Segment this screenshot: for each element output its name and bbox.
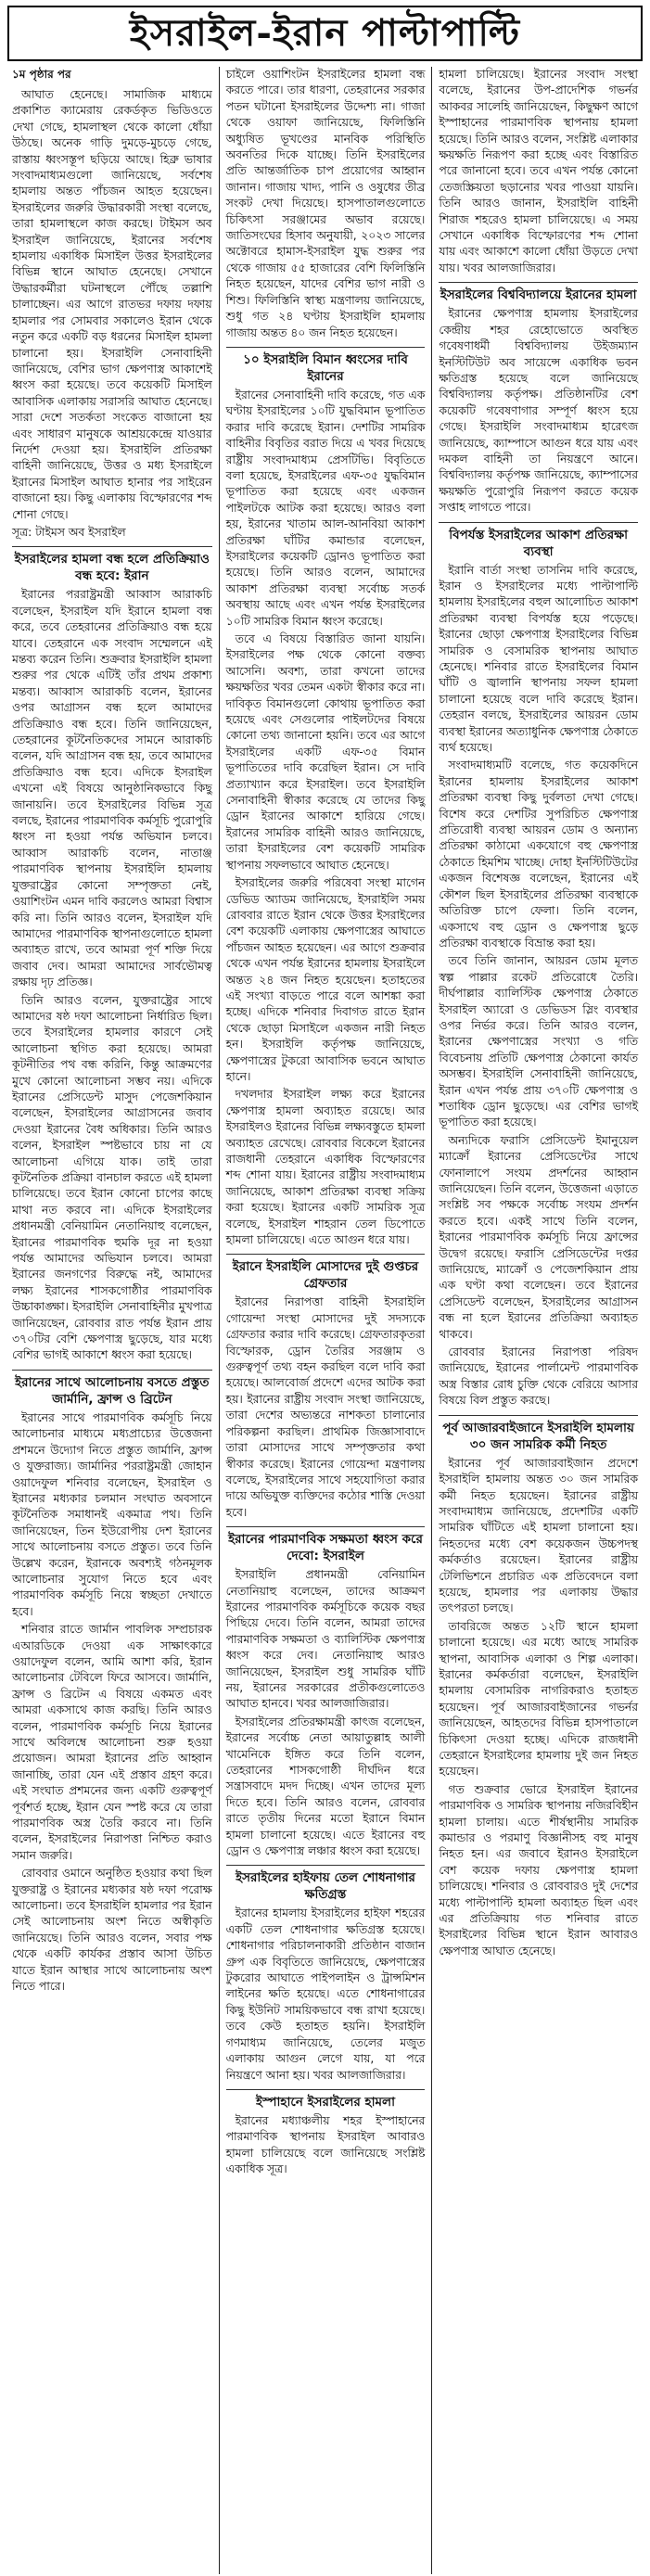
paragraph: ইসরাইলি প্রধানমন্ত্রী বেনিয়ামিন নেতানিয়াহু বলেছেন, তাদের আক্রমণ ইরানের পারমাণবিক কর্মসূচিকে কয়েক বছর পিছিয়ে দেবে। তিনি বলেন, আমরা তাদের পারমাণবিক সক্ষমতা ও ব্যালিস্টিক ক্ষেপণাস্ত্র ধ্বংস করে দেব। নেতানিয়াহু আরও জানিয়েছেন, ইসরাইল শুধু সামরিক ঘাঁটি নয়, ইরানের সরকারের প্রতীকগুলোতেও আঘাত হানবে। খবর আলজাজিরার। [225,1568,426,1711]
paragraph: ইরানের সেনাবাহিনী দাবি করেছে, গত এক ঘণ্টায় ইসরাইলের ১০টি যুদ্ধবিমান ভূপাতিত করার দাবি করেছে ইরান। দেশটির সামরিক বাহিনীর বিবৃতির বরাত দিয়ে এ খবর দিয়েছে রাষ্ট্রীয় সংবাদমাধ্যম প্রেসটিভি। বিবৃতিতে বলা হয়েছে, ইসরাইলের এফ-৩৫ যুদ্ধবিমান ভূপাতিত করা হয়েছে এবং একজন পাইলটকে আটক করা হয়েছে। আরও বলা হয়, ইরানের খাতাম আল-আনবিয়া আকাশ প্রতিরক্ষা ঘাঁটির কমান্ডার বলেছেন, ইসরাইলের কয়েকটি ড্রোনও ভূপাতিত করা হয়েছে। তিনি আরও বলেন, আমাদের আকাশ প্রতিরক্ষা ব্যবস্থা সর্বোচ্চ সতর্ক অবস্থায় আছে এবং এখন পর্যন্ত ইসরাইলের ১০টি সামরিক বিমান ধ্বংস করেছে। [225,388,426,628]
subheading: পূর্ব আজারবাইজানে ইসরাইলি হামলায় ৩০ জন সামরিক কর্মী নিহত [442,1420,634,1452]
column-1 [6,67,219,2574]
paragraph: ইরানের মধ্যাঞ্চলীয় শহর ইস্পাহানের পারমাণবিক স্থাপনায় ইসরাইল আবারও হামলা চালিয়েছে বলে জানিয়েছে সংশ্লিষ্ট একাধিক সূত্র। [225,2113,426,2176]
subheading: ইসরাইলের বিশ্ববিদ্যালয়ে ইরানের হামলা [440,287,637,303]
paragraph: ইসরাইলের জরুরি পরিষেবা সংস্থা মাগেন ডেভিড অ্যাডম জানিয়েছে, ইসরাইলি সময় রোববার রাতে ইরান থেকে উত্তর ইসরাইলের বেশ কয়েকটি এলাকায় ক্ষেপণাস্ত্রের আঘাতে পাঁচজন আহত হয়েছেন। এর আগে শুক্রবার থেকে এখন পর্যন্ত ইরানের হামলায় ইসরাইলে অন্তত ২৪ জন নিহত হয়েছেন। হতাহতের এই সংখ্যা বাড়তে পারে বলে আশঙ্কা করা হচ্ছে। এদিকে শনিবার দিবাগত রাতে ইরান থেকে ছোড়া মিসাইলে একজন নারী নিহত হন। ইসরাইলি কর্তৃপক্ষ জানিয়েছে, ক্ষেপণাস্ত্রের টুকরো আবাসিক ভবনে আঘাত হানে। [225,876,426,1083]
paragraph: ইরানের সাথে পারমাণবিক কর্মসূচি নিয়ে আলোচনার মাধ্যমে মধ্যপ্রাচ্যের উত্তেজনা প্রশমনে উদ্যোগ নিতে প্রস্তুত জার্মানি, ফ্রান্স ও যুক্তরাজ্য। জার্মানির পররাষ্ট্রমন্ত্রী জোহান ওয়াদেফুল শনিবার বলেছেন, ইসরাইল ও ইরানের মধ্যকার চলমান সংঘাত অবসানে কূটনৈতিক সমাধানই একমাত্র পথ। তিনি জানিয়েছেন, তিন ইউরোপীয় দেশ ইরানের সাথে আলোচনায় বসতে প্রস্তুত। তবে তিনি উল্লেখ করেন, ইরানকে অবশ্যই গঠনমূলক আলোচনার সুযোগ নিতে হবে এবং পারমাণবিক কর্মসূচি নিয়ে স্বচ্ছতা দেখাতে হবে। [12,1410,212,1618]
paragraph: শনিবার রাতে জার্মান পাবলিক সম্প্রচারক এআরডিকে দেওয়া এক সাক্ষাৎকারে ওয়াদেফুল বলেন, আমি আশা করি, ইরান আলোচনার টেবিলে ফিরে আসবে। জার্মানি, ফ্রান্স ও ব্রিটেন এ বিষয়ে একমত এবং আমরা একসাথে কাজ করছি। তিনি আরও বলেন, পারমাণবিক কর্মসূচি নিয়ে ইরানের সাথে অবিলম্বে আলোচনা শুরু হওয়া প্রয়োজন। আমরা ইরানের প্রতি আহ্বান জানাচ্ছি, তারা যেন এই প্রস্তাব গ্রহণ করে। এই সংঘাত প্রশমনের জন্য একটি গুরুত্বপূর্ণ পূর্বশর্ত হচ্ছে, ইরান যেন স্পষ্ট করে যে তারা পারমাণবিক অস্ত্র তৈরি করবে না। তিনি বলেন, ইসরাইলের নিরাপত্তা নিশ্চিত করাও সমান জরুরি। [12,1623,212,1862]
column-2 [219,67,432,2574]
separator [226,1865,426,1866]
subheading: ইরানের পারমাণবিক সক্ষমতা ধ্বংস করে দেবো: ইসরাইল [228,1532,423,1564]
subheading: ইরানের সাথে আলোচনায় বসতে প্রস্তুত জার্মানি, ফ্রান্স ও ব্রিটেন [15,1374,210,1407]
subheading: ইসরাইলের হামলা বন্ধ হলে প্রতিক্রিয়াও বন্ধ হবে: ইরান [14,552,210,584]
subheading: ইসরাইলের হাইফায় তেল শোধনাগার ক্ষতিগ্রস্ত [236,1870,415,1903]
continued-label: ১ম পৃষ্ঠার পর [12,68,71,81]
paragraph: রোববার ওমানে অনুষ্ঠিত হওয়ার কথা ছিল যুক্তরাষ্ট্র ও ইরানের মধ্যকার ষষ্ঠ দফা পরোক্ষ আলোচনা। তবে ইসরাইলি হামলার পর ইরান সেই আলোচনায় অংশ নিতে অস্বীকৃতি জানিয়েছে। তিনি আরও বলেন, সবার পক্ষ থেকে একটি কার্যকর প্রস্তাব আসা উচিত যাতে ইরান আস্থার সাথে আলোচনায় অংশ নিতে পারে। [12,1867,212,1994]
paragraph: অন্যদিকে ফরাসি প্রেসিডেন্ট ইমানুয়েল ম্যাক্রোঁ ইরানের প্রেসিডেন্টের সাথে ফোনালাপে সংযম প্রদর্শনের আহ্বান জানিয়েছেন। তিনি বলেন, উত্তেজনা এড়াতে সংশ্লিষ্ট সব পক্ষকে সর্বোচ্চ সংযম প্রদর্শন করতে হবে। একই সাথে তিনি বলেন, ইরানের পারমাণবিক কর্মসূচি নিয়ে ফ্রান্সের উদ্বেগ রয়েছে। ফরাসি প্রেসিডেন্টের দপ্তর জানিয়েছে, ম্যাক্রোঁ ও পেজেশকিয়ান প্রায় এক ঘণ্টা কথা বলেছেন। তবে ইরানের প্রেসিডেন্ট বলেছেন, ইসরাইলের আগ্রাসন বন্ধ না হলে ইরানের প্রতিক্রিয়া অব্যাহত থাকবে। [439,1133,638,1341]
separator [226,2089,426,2090]
headline: ইসরাইল-ইরান পাল্টাপাল্টি [129,11,521,55]
separator [439,522,638,523]
separator [439,1415,638,1416]
subheading: ইরানে ইসরাইলি মোসাদের দুই গুপ্তচর গ্রেফতার [232,1259,419,1292]
paragraph: ইরানের হামলায় ইসরাইলের হাইফা শহরের একটি তেল শোধনাগার ক্ষতিগ্রস্ত হয়েছে। শোধনাগার পরিচালনাকারী প্রতিষ্ঠান বাজান গ্রুপ এক বিবৃতিতে জানিয়েছে, ক্ষেপণাস্ত্রের টুকরোর আঘাতে পাইপলাইন ও ট্রান্সমিশন লাইনের ক্ষতি হয়েছে। এতে শোধনাগারের কিছু ইউনিট সাময়িকভাবে বন্ধ রাখা হয়েছে। তবে কেউ হতাহত হয়নি। ইসরাইলি গণমাধ্যম জানিয়েছে, তেলের মজুত এলাকায় আগুন লেগে যায়, যা পরে নিয়ন্ত্রণে আনা হয়। খবর আলজাজিরার। [225,1906,426,2082]
paragraph: তবে তিনি জানান, আয়রন ডোম মূলত স্বল্প পাল্লার রকেট প্রতিরোধে তৈরি। দীর্ঘপাল্লার ব্যালিস্টিক ক্ষেপণাস্ত্র ঠেকাতে ইসরাইল অ্যারো ও ডেভিডস স্লিং ব্যবস্থার ওপর নির্ভর করে। তিনি আরও বলেন, ইরানের ক্ষেপণাস্ত্রের সংখ্যা ও গতি বিবেচনায় প্রতিটি ক্ষেপণাস্ত্র ঠেকানো কার্যত অসম্ভব। ইসরাইলি সেনাবাহিনী জানিয়েছে, ইরান এখন পর্যন্ত প্রায় ৩৭০টি ক্ষেপণাস্ত্র ও শতাধিক ড্রোন ছুড়েছে। এর বেশির ভাগই ভূপাতিত করা হয়েছে। [439,954,638,1129]
paragraph: ইরানি বার্তা সংস্থা তাসনিম দাবি করেছে, ইরান ও ইসরাইলের মধ্যে পাল্টাপাল্টি হামলায় ইসরাইলের বহুল আলোচিত আকাশ প্রতিরক্ষা ব্যবস্থা বিপর্যস্ত হয়ে পড়েছে। ইরানের ছোড়া ক্ষেপণাস্ত্র ইসরাইলের বিভিন্ন সামরিক ও বেসামরিক স্থাপনায় আঘাত হেনেছে। শনিবার রাতে ইসরাইলের বিমান ঘাঁটি ও জ্বালানি স্থাপনায় সফল হামলা চালানো হয়েছে বলে দাবি করেছে ইরান। তেহরান বলছে, ইসরাইলের আয়রন ডোম ব্যবস্থা ইরানের অত্যাধুনিক ক্ষেপণাস্ত্র ঠেকাতে ব্যর্থ হয়েছে। [439,563,638,755]
subheading: ১০ ইসরাইলি বিমান ধ্বংসের দাবি ইরানের [243,351,408,384]
paragraph: রোববার ইরানের নিরাপত্তা পরিষদ জানিয়েছে, ইরানের পার্লামেন্ট পারমাণবিক অস্ত্র বিস্তার রোধ চুক্তি থেকে বেরিয়ে আসার বিষয়ে বিল প্রস্তুত করছে। [439,1345,638,1408]
paragraph: আঘাত হেনেছে। সামাজিক মাধ্যমে প্রকাশিত ক্যামেরায় রেকর্ডকৃত ভিডিওতে দেখা গেছে, হামলাস্থল থেকে কালো ধোঁয়া উঠছে। অনেক গাড়ি দুমড়ে-মুচড়ে গেছে, রাস্তায় ধ্বংসস্তূপ ছড়িয়ে আছে। হিব্রু ভাষার সংবাদমাধ্যমগুলো জানিয়েছে, সর্বশেষ হামলায় অন্তত পাঁচজন আহত হয়েছেন। ইসরাইলের জরুরি উদ্ধারকারী সংস্থা বলেছে, তারা হামলাস্থলে কাজ করছে। টাইমস অব ইসরাইল জানিয়েছে, ইরানের সর্বশেষ হামলায় একাধিক মিসাইল উত্তর ইসরাইলের বিভিন্ন স্থানে আঘাত হেনেছে। সেখানে উদ্ধারকর্মীরা ঘটনাস্থলে পৌঁছে তল্লাশি চালাচ্ছেন। এর আগে রাতভর দফায় দফায় হামলার পর সোমবার সকালেও ইরান থেকে নতুন করে একটি বড় ধরনের মিসাইল হামলা চালানো হয়। ইসরাইলি সেনাবাহিনী জানিয়েছে, বেশির ভাগ ক্ষেপণাস্ত্র আকাশেই ধ্বংস করা হয়েছে। তবে কয়েকটি মিসাইল আবাসিক এলাকায় সরাসরি আঘাত হেনেছে। সারা দেশে সতর্কতা সংকেত বাজানো হয় এবং সাধারণ মানুষকে আশ্রয়কেন্দ্রে যাওয়ার নির্দেশ দেওয়া হয়। ইসরাইলি প্রতিরক্ষা বাহিনী জানিয়েছে, উত্তর ও মধ্য ইসরাইলে ইরানের মিসাইল আঘাত হানার পর সাইরেন বাজানো হয়। কিছু এলাকায় বিস্ফোরণের শব্দ শোনা গেছে। [12,88,212,521]
source-line: সূত্র: টাইমস অব ইসরাইল [12,525,126,539]
column-3 [431,67,644,2574]
paragraph: ইসরাইলের প্রতিরক্ষামন্ত্রী কাৎজ বলেছেন, ইরানের সর্বোচ্চ নেতা আয়াতুল্লাহ আলী খামেনিকে ইঙ্গিত করে তিনি বলেন, তেহরানের শাসকগোষ্ঠী দীর্ঘদিন ধরে সন্ত্রাসবাদে মদদ দিচ্ছে। এখন তাদের মূল্য দিতে হবে। তিনি আরও বলেন, রোববার রাতে তৃতীয় দিনের মতো ইরানে বিমান হামলা চালানো হয়েছে। এতে ইরানের বহু ড্রোন ও ক্ষেপণাস্ত্র লঞ্চার ধ্বংস করা হয়েছে। [225,1715,426,1858]
paragraph: ইরানের পূর্ব আজারবাইজান প্রদেশে ইসরাইলি হামলায় অন্তত ৩০ জন সামরিক কর্মী নিহত হয়েছেন। ইরানের রাষ্ট্রীয় সংবাদমাধ্যম জানিয়েছে, প্রদেশটির একটি সামরিক ঘাঁটিতে এই হামলা চালানো হয়। নিহতদের মধ্যে বেশ কয়েকজন উচ্চপদস্থ কর্মকর্তাও রয়েছেন। ইরানের রাষ্ট্রীয় টেলিভিশনে প্রচারিত এক প্রতিবেদনে বলা হয়েছে, হামলার পর এলাকায় উদ্ধার তৎপরতা চলছে। [439,1456,638,1615]
paragraph: দখলদার ইসরাইল লক্ষ্য করে ইরানের ক্ষেপণাস্ত্র হামলা অব্যাহত রয়েছে। আর ইসরাইলও ইরানের বিভিন্ন লক্ষ্যবস্তুতে হামলা অব্যাহত রেখেছে। রোববার বিকেলে ইরানের রাজধানী তেহরানে একাধিক বিস্ফোরণের শব্দ শোনা যায়। ইরানের রাষ্ট্রীয় সংবাদমাধ্যম জানিয়েছে, আকাশ প্রতিরক্ষা ব্যবস্থা সক্রিয় করা হয়েছে। ইরানের একটি সামরিক সূত্র বলেছে, ইসরাইল শাহরান তেল ডিপোতে হামলা চালিয়েছে। এতে আগুন ধরে যায়। [225,1088,426,1247]
paragraph: ইরানের ক্ষেপণাস্ত্র হামলায় ইসরাইলের কেন্দ্রীয় শহর রেহোভোতে অবস্থিত গবেষণাধর্মী বিশ্ববিদ্যালয় উইজম্যান ইনস্টিটিউট অব সায়েন্সে একাধিক ভবন ক্ষতিগ্রস্ত হয়েছে বলে জানিয়েছে বিশ্ববিদ্যালয় কর্তৃপক্ষ। প্রতিষ্ঠানটির বেশ কয়েকটি গবেষণাগার সম্পূর্ণ ধ্বংস হয়ে গেছে। ইসরাইলি সংবাদমাধ্যম হারেৎজ জানিয়েছে, ক্যাম্পাসে আগুন ধরে যায় এবং দমকল বাহিনী তা নিয়ন্ত্রণে আনে। বিশ্ববিদ্যালয় কর্তৃপক্ষ জানিয়েছে, ক্যাম্পাসের ক্ষয়ক্ষতি পুরোপুরি নিরূপণ করতে কয়েক সপ্তাহ লাগতে পারে। [439,307,638,515]
paragraph: হামলা চালিয়েছে। ইরানের সংবাদ সংস্থা বলেছে, ইরানের উপ-প্রাদেশিক গভর্নর আকবর সালেহি জানিয়েছেন, কিছুক্ষণ আগে ইস্পাহানের পারমাণবিক স্থাপনায় হামলা হয়েছে। তিনি আরও বলেন, সংশ্লিষ্ট এলাকার ক্ষয়ক্ষতি নিরূপণ করা হচ্ছে এবং বিস্তারিত পরে জানানো হবে। তবে এখন পর্যন্ত কোনো তেজস্ক্রিয়তা ছড়ানোর খবর পাওয়া যায়নি। তিনি আরও জানান, ইসরাইলি বাহিনী শিরাজ শহরেও হামলা চালিয়েছে। এ সময় সেখানে একাধিক বিস্ফোরণের শব্দ শোনা যায় এবং আকাশে কালো ধোঁয়া উড়তে দেখা যায়। খবর আলজাজিরার। [439,68,638,274]
paragraph: ইরানের নিরাপত্তা বাহিনী ইসরাইলি গোয়েন্দা সংস্থা মোসাদের দুই সদস্যকে গ্রেফতার করার দাবি করেছে। গ্রেফতারকৃতরা বিস্ফোরক, ড্রোন তৈরির সরঞ্জাম ও গুরুত্বপূর্ণ তথ্য বহন করছিল বলে দাবি করা হয়েছে। আলবোর্জ প্রদেশে এদের আটক করা হয়। ইরানের রাষ্ট্রীয় সংবাদ সংস্থা জানিয়েছে, তারা দেশের অভ্যন্তরে নাশকতা চালানোর পরিকল্পনা করছিল। প্রাথমিক জিজ্ঞাসাবাদে তারা মোসাদের সাথে সম্পৃক্ততার কথা স্বীকার করেছে। ইরানের গোয়েন্দা মন্ত্রণালয় বলেছে, ইসরাইলের সাথে সহযোগিতা করার দায়ে অভিযুক্ত ব্যক্তিদের কঠোর শাস্তি দেওয়া হবে। [225,1295,426,1519]
article-columns [6,67,644,2574]
paragraph: ইরানের পররাষ্ট্রমন্ত্রী আব্বাস আরাকচি বলেছেন, ইসরাইল যদি ইরানে হামলা বন্ধ করে, তবে তেহরানের প্রতিক্রিয়াও বন্ধ হয়ে যাবে। তেহরানে এক সংবাদ সম্মেলনে এই মন্তব্য করেন তিনি। শুক্রবার ইসরাইলি হামলা শুরুর পর থেকে এটিই তাঁর প্রথম প্রকাশ্য মন্তব্য। আব্বাস আরাকচি বলেন, ইরানের ওপর আগ্রাসন বন্ধ হলে আমাদের প্রতিক্রিয়াও বন্ধ হবে। তিনি জানিয়েছেন, তেহরানের কূটনৈতিকদের সামনে আরাকচি বলেন, যদি আগ্রাসন বন্ধ হয়, তবে আমাদের প্রতিক্রিয়াও বন্ধ হবে। এদিকে ইসরাইল এখনো এই বিষয়ে আনুষ্ঠানিকভাবে কিছু জানায়নি। তবে ইসরাইলের বিভিন্ন সূত্র বলছে, ইরানের পারমাণবিক কর্মসূচি পুরোপুরি ধ্বংস না হওয়া পর্যন্ত অভিযান চলবে। আব্বাস আরাকচি বলেন, নাতাঞ্জ পারমাণবিক স্থাপনায় ইসরাইলি হামলায় যুক্তরাষ্ট্রের কোনো সম্পৃক্ততা নেই, ওয়াশিংটন এমন দাবি করলেও আমরা বিশ্বাস করি না। তিনি আরও বলেন, ইসরাইল যদি আমাদের পারমাণবিক স্থাপনাগুলোতে হামলা অব্যাহত রাখে, তবে আমরা পূর্ণ শক্তি দিয়ে জবাব দেব। আমরা আমাদের সার্বভৌমত্ব রক্ষায় দৃঢ় প্রতিজ্ঞ। [12,588,212,989]
paragraph: সংবাদমাধ্যমটি বলেছে, গত কয়েকদিনে ইরানের হামলায় ইসরাইলের আকাশ প্রতিরক্ষা ব্যবস্থা কিছু দুর্বলতা দেখা গেছে। বিশেষ করে দেশটির সুপরিচিত ক্ষেপণাস্ত্র প্রতিরোধী ব্যবস্থা আয়রন ডোম ও অন্যান্য প্রতিরক্ষা কাঠামো একযোগে বহু ক্ষেপণাস্ত্র ঠেকাতে হিমশিম খাচ্ছে। দোহা ইনস্টিটিউটের একজন বিশেষজ্ঞ বলেছেন, ইরানের এই কৌশল ছিল ইসরাইলের প্রতিরক্ষা ব্যবস্থাকে অতিরিক্ত চাপে ফেলা। তিনি বলেন, একসাথে বহু ড্রোন ও ক্ষেপণাস্ত্র ছুড়ে প্রতিরক্ষা ব্যবস্থাকে বিভ্রান্ত করা হয়। [439,759,638,950]
separator [439,282,638,283]
paragraph: তাবরিজে অন্তত ১২টি স্থানে হামলা চালানো হয়েছে। এর মধ্যে আছে সামরিক স্থাপনা, আবাসিক এলাকা ও শিল্প এলাকা। ইরানের কর্মকর্তারা বলেছেন, ইসরাইলি হামলায় বেসামরিক নাগরিকরাও হতাহত হয়েছেন। পূর্ব আজারবাইজানের গভর্নর জানিয়েছেন, আহতদের বিভিন্ন হাসপাতালে চিকিৎসা দেওয়া হচ্ছে। এদিকে রাজধানী তেহরানে ইসরাইলের হামলায় দুই জন নিহত হয়েছেন। [439,1619,638,1779]
paragraph: গত শুক্রবার ভোরে ইসরাইল ইরানের পারমাণবিক ও সামরিক স্থাপনায় নজিরবিহীন হামলা চালায়। এতে শীর্ষস্থানীয় সামরিক কমান্ডার ও পরমাণু বিজ্ঞানীসহ বহু মানুষ নিহত হন। এর জবাবে ইরানও ইসরাইলে বেশ কয়েক দফায় ক্ষেপণাস্ত্র হামলা চালিয়েছে। শনিবার ও রোববারও দুই দেশের মধ্যে পাল্টাপাল্টি হামলা অব্যাহত ছিল এবং এর প্রতিক্রিয়ায় গত শনিবার রাতে ইসরাইলের বিভিন্ন স্থানে ইরান আবারও ক্ষেপণাস্ত্র আঘাত হেনেছে। [439,1782,638,1958]
separator [226,347,426,348]
subheading: ইস্পাহানে ইসরাইলের হামলা [255,2094,395,2110]
separator [12,1370,212,1371]
separator [12,546,212,547]
paragraph: তবে এ বিষয়ে বিস্তারিত জানা যায়নি। ইসরাইলের পক্ষ থেকে কোনো বক্তব্য আসেনি। অবশ্য, তারা কখনো তাদের ক্ষয়ক্ষতির খবর তেমন একটা স্বীকার করে না। দাবিকৃত বিমানগুলো কোথায় ভূপাতিত করা হয়েছে এবং সেগুলোর পাইলটদের বিষয়ে কোনো তথ্য জানানো হয়নি। তবে এর আগে ইসরাইলের একটি এফ-৩৫ বিমান ভূপাতিতের দাবি করেছিল ইরান। সে দাবি প্রত্যাখ্যান করে ইসরাইল। তবে ইসরাইলি সেনাবাহিনী স্বীকার করেছে যে তাদের কিছু ড্রোন ইরানের আকাশে হারিয়ে গেছে। ইরানের সামরিক বাহিনী আরও জানিয়েছে, তারা ইসরাইলের বেশ কয়েকটি সামরিক স্থাপনায় সফলভাবে আঘাত হেনেছে। [225,632,426,872]
paragraph: চাইলে ওয়াশিংটন ইসরাইলের হামলা বন্ধ করতে পারে। তার ধারণা, তেহরানের সরকার পতন ঘটানো ইসরাইলের উদ্দেশ্য না। গাজা থেকে ওয়াফা জানিয়েছে, ফিলিস্তিনি অধ্যুষিত ভূখণ্ডের মানবিক পরিস্থিতি অবনতির দিকে যাচ্ছে। তিনি ইসরাইলের প্রতি আন্তর্জাতিক চাপ প্রয়োগের আহ্বান জানান। গাজায় খাদ্য, পানি ও ওষুধের তীব্র সংকট দেখা দিয়েছে। হাসপাতালগুলোতে চিকিৎসা সরঞ্জামের অভাব রয়েছে। জাতিসংঘের হিসাব অনুযায়ী, ২০২৩ সালের অক্টোবরে হামাস-ইসরাইল যুদ্ধ শুরুর পর থেকে গাজায় ৫৫ হাজারের বেশি ফিলিস্তিনি নিহত হয়েছেন, যাদের বেশির ভাগ নারী ও শিশু। ফিলিস্তিনি স্বাস্থ্য মন্ত্রণালয় জানিয়েছে, শুধু গত ২৪ ঘণ্টায় ইসরাইলি হামলায় গাজায় অন্তত ৪০ জন নিহত হয়েছেন। [225,68,426,339]
separator [226,1254,426,1255]
paragraph: তিনি আরও বলেন, যুক্তরাষ্ট্রের সাথে আমাদের ষষ্ঠ দফা আলোচনা নির্ধারিত ছিল। তবে ইসরাইলের হামলার কারণে সেই আলোচনা স্থগিত করা হয়েছে। আমরা কূটনীতির পথ বন্ধ করিনি, কিন্তু আক্রমণের মুখে কোনো আলোচনা সম্ভব নয়। এদিকে ইরানের প্রেসিডেন্ট মাসুদ পেজেশকিয়ান বলেছেন, ইসরাইলের আগ্রাসনের জবাব দেওয়া ইরানের বৈধ অধিকার। তিনি আরও বলেন, ইসরাইল স্পষ্টভাবে চায় না যে আলোচনা এগিয়ে যাক। তাই তারা কূটনৈতিক প্রক্রিয়া বানচাল করতে এই হামলা চালিয়েছে। তবে ইরান কোনো চাপের কাছে মাথা নত করবে না। এদিকে ইসরাইলের প্রধানমন্ত্রী বেনিয়ামিন নেতানিয়াহু বলেছেন, ইরানের পারমাণবিক হুমকি দূর না হওয়া পর্যন্ত আমাদের অভিযান চলবে। আমরা ইরানের জনগণের বিরুদ্ধে নই, আমাদের লক্ষ্য ইরানের শাসকগোষ্ঠীর পারমাণবিক উচ্চাকাঙ্ক্ষা। ইসরাইলি সেনাবাহিনীর মুখপাত্র জানিয়েছেন, রোববার রাত পর্যন্ত ইরান প্রায় ৩৭০টির বেশি ক্ষেপণাস্ত্র ছুড়েছে, যার মধ্যে বেশির ভাগই আকাশে ধ্বংস করা হয়েছে। [12,993,212,1362]
subheading: বিপর্যস্ত ইসরাইলের আকাশ প্রতিরক্ষা ব্যবস্থা [449,527,629,559]
headline-box [7,6,643,61]
separator [226,1526,426,1527]
